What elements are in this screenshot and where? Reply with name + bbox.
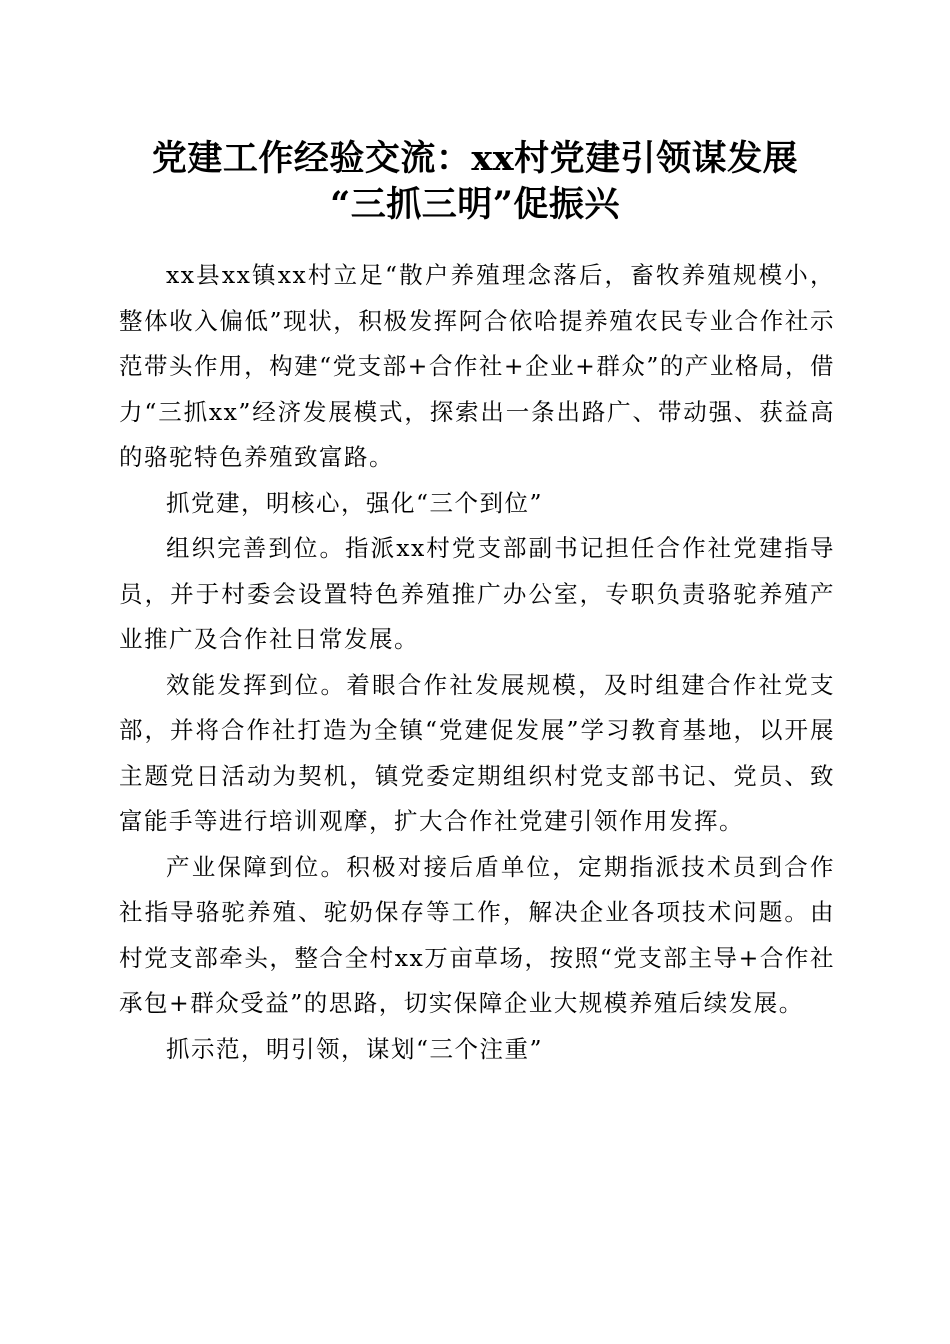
document-body [119, 253, 835, 1072]
document-title-line-2: “三抓三明”促振兴 [330, 184, 620, 225]
intro-paragraph: xx县xx镇xx村立足“散户养殖理念落后，畜牧养殖规模小，整体收入偏低”现状，积极发挥阿合依哈提养殖农民专业合作社示范带头作用，构建“党支部+合作社+企业+群众”的产业格局，借力“三抓xx”经济发展模式，探索出一条出路广、带动强、获益高的骆驼特色养殖致富路。 [119, 261, 835, 471]
body-paragraph: 组织完善到位。指派xx村党支部副书记担任合作社党建指导员，并于村委会设置特色养殖推广办公室，专职负责骆驼养殖产业推广及合作社日常发展。 [119, 534, 835, 653]
body-paragraph: 效能发挥到位。着眼合作社发展规模，及时组建合作社党支部，并将合作社打造为全镇“党建促发展”学习教育基地，以开展主题党日活动为契机，镇党委定期组织村党支部书记、党员、致富能手等进行培训观摩，扩大合作社党建引领作用发挥。 [119, 670, 835, 835]
body-paragraph: 产业保障到位。积极对接后盾单位，定期指派技术员到合作社指导骆驼养殖、驼奶保存等工作，解决企业各项技术问题。由村党支部牵头，整合全村xx万亩草场，按照“党支部主导+合作社承包+群众受益”的思路，切实保障企业大规模养殖后续发展。 [119, 852, 835, 1017]
document-title-line-1: 党建工作经验交流：xx村党建引领谋发展 [151, 138, 799, 179]
section-heading: 抓党建，明核心，强化“三个到位” [166, 488, 544, 517]
section-heading: 抓示范，明引领，谋划“三个注重” [166, 1034, 544, 1063]
